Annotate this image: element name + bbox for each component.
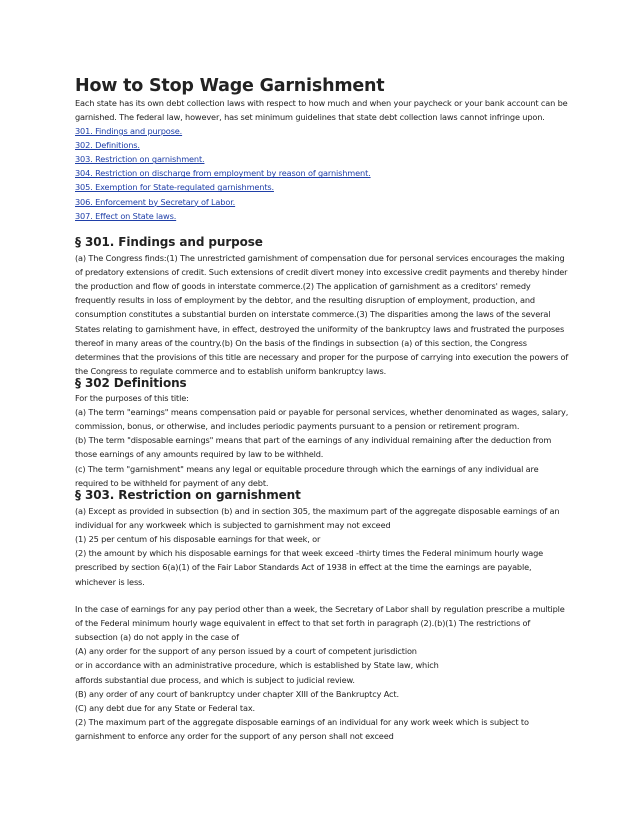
paragraph-line: In the case of earnings for any pay period other than a week, the Secretary of Labor shall by regulation prescribe a multiple xyxy=(75,604,565,614)
section-302-heading: § 302 Definitions xyxy=(75,376,187,390)
paragraph-line: the Congress to regulate commerce and to establish uniform bankruptcy laws. xyxy=(75,365,387,376)
intro-line: Each state has its own debt collection laws with respect to how much and when your paycheck or your bank account can be xyxy=(75,98,568,108)
paragraph-line: (1) 25 per centum of his disposable earnings for that week, or xyxy=(75,534,321,545)
toc-link[interactable]: 307. Effect on State laws. xyxy=(75,210,177,221)
section-301-heading: § 301. Findings and purpose xyxy=(75,235,263,249)
paragraph-line: determines that the provisions of this title are necessary and proper for the purpose of carrying into execution the powers of xyxy=(75,351,569,362)
paragraph-line: subsection (a) do not apply in the case of xyxy=(75,632,239,643)
toc-link[interactable]: 306. Enforcement by Secretary of Labor. xyxy=(75,196,236,207)
paragraph-line: (C) any debt due for any State or Federal tax. xyxy=(75,702,255,713)
paragraph-line: (a) The term "earnings" means compensation paid or payable for personal services, whether denominated as wages, salary, xyxy=(75,407,569,418)
paragraph-line: States relating to garnishment have, in effect, destroyed the uniformity of the bankruptcy laws and frustrated the purposes xyxy=(75,323,565,334)
paragraph-line: (a) Except as provided in subsection (b) and in section 305, the maximum part of the aggregate disposable earnings of an xyxy=(75,506,560,516)
paragraph-line: (A) any order for the support of any person issued by a court of competent jurisdiction xyxy=(75,646,417,657)
page-title: How to Stop Wage Garnishment xyxy=(75,76,385,96)
paragraph-line: prescribed by section 6(a)(1) of the Fair Labor Standards Act of 1938 in effect at the time the earnings are payable, xyxy=(75,562,532,573)
paragraph-line: of predatory extensions of credit. Such extensions of credit divert money into excessive credit payments and thereby hinder xyxy=(75,267,568,278)
paragraph-line: (c) The term "garnishment" means any legal or equitable procedure through which the earnings of any individual are xyxy=(75,463,539,474)
paragraph-line: (2) The maximum part of the aggregate disposable earnings of an individual for any work week which is subject to xyxy=(75,716,529,727)
paragraph-line: of the Federal minimum hourly wage equivalent in effect to that set forth in paragraph (2).(b)(1) The restrictions of xyxy=(75,618,531,629)
paragraph-line: or in accordance with an administrative procedure, which is established by State law, which xyxy=(75,660,439,671)
paragraph-line: those earnings of any amounts required by law to be withheld. xyxy=(75,449,324,460)
paragraph-line: (2) the amount by which his disposable earnings for that week exceed -thirty times the Federal minimum hourly wage xyxy=(75,548,544,559)
paragraph-line: individual for any workweek which is subjected to garnishment may not exceed xyxy=(75,520,391,531)
toc-link[interactable]: 305. Exemption for State-regulated garnishments. xyxy=(75,182,274,193)
toc-link[interactable]: 304. Restriction on discharge from employment by reason of garnishment. xyxy=(75,168,371,179)
toc-link[interactable]: 301. Findings and purpose. xyxy=(75,126,183,136)
paragraph-line: For the purposes of this title: xyxy=(75,393,189,403)
section-303-heading: § 303. Restriction on garnishment xyxy=(75,488,301,502)
paragraph-line: consumption constitutes a substantial burden on interstate commerce.(3) The disparities among the laws of the several xyxy=(75,309,551,320)
toc-link[interactable]: 303. Restriction on garnishment. xyxy=(75,154,205,165)
paragraph-line: whichever is less. xyxy=(75,576,145,587)
paragraph-line: (a) The Congress finds:(1) The unrestricted garnishment of compensation due for personal services encourages the making xyxy=(75,253,565,263)
paragraph-line: (B) any order of any court of bankruptcy under chapter XIII of the Bankruptcy Act. xyxy=(75,688,399,699)
paragraph-line: required to be withheld for payment of any debt. xyxy=(75,477,269,488)
paragraph-line: thereof in many areas of the country.(b) On the basis of the findings in subsection (a) of this section, the Congress xyxy=(75,337,527,348)
paragraph-line: the production and flow of goods in interstate commerce.(2) The application of garnishment as a creditors' remedy xyxy=(75,281,531,292)
paragraph-line: (b) The term "disposable earnings" means that part of the earnings of any individual remaining after the deduction from xyxy=(75,435,552,446)
paragraph-line: frequently results in loss of employment by the debtor, and the resulting disruption of employment, production, and xyxy=(75,295,535,306)
paragraph-line: affords substantial due process, and which is subject to judicial review. xyxy=(75,674,355,685)
paragraph-line: commission, bonus, or otherwise, and includes periodic payments pursuant to a pension or retirement program. xyxy=(75,421,520,432)
toc-link[interactable]: 302. Definitions. xyxy=(75,140,140,151)
paragraph-line: garnishment to enforce any order for the support of any person shall not exceed xyxy=(75,730,394,741)
intro-line: garnished. The federal law, however, has set minimum guidelines that state debt collection laws cannot infringe upon. xyxy=(75,112,545,122)
